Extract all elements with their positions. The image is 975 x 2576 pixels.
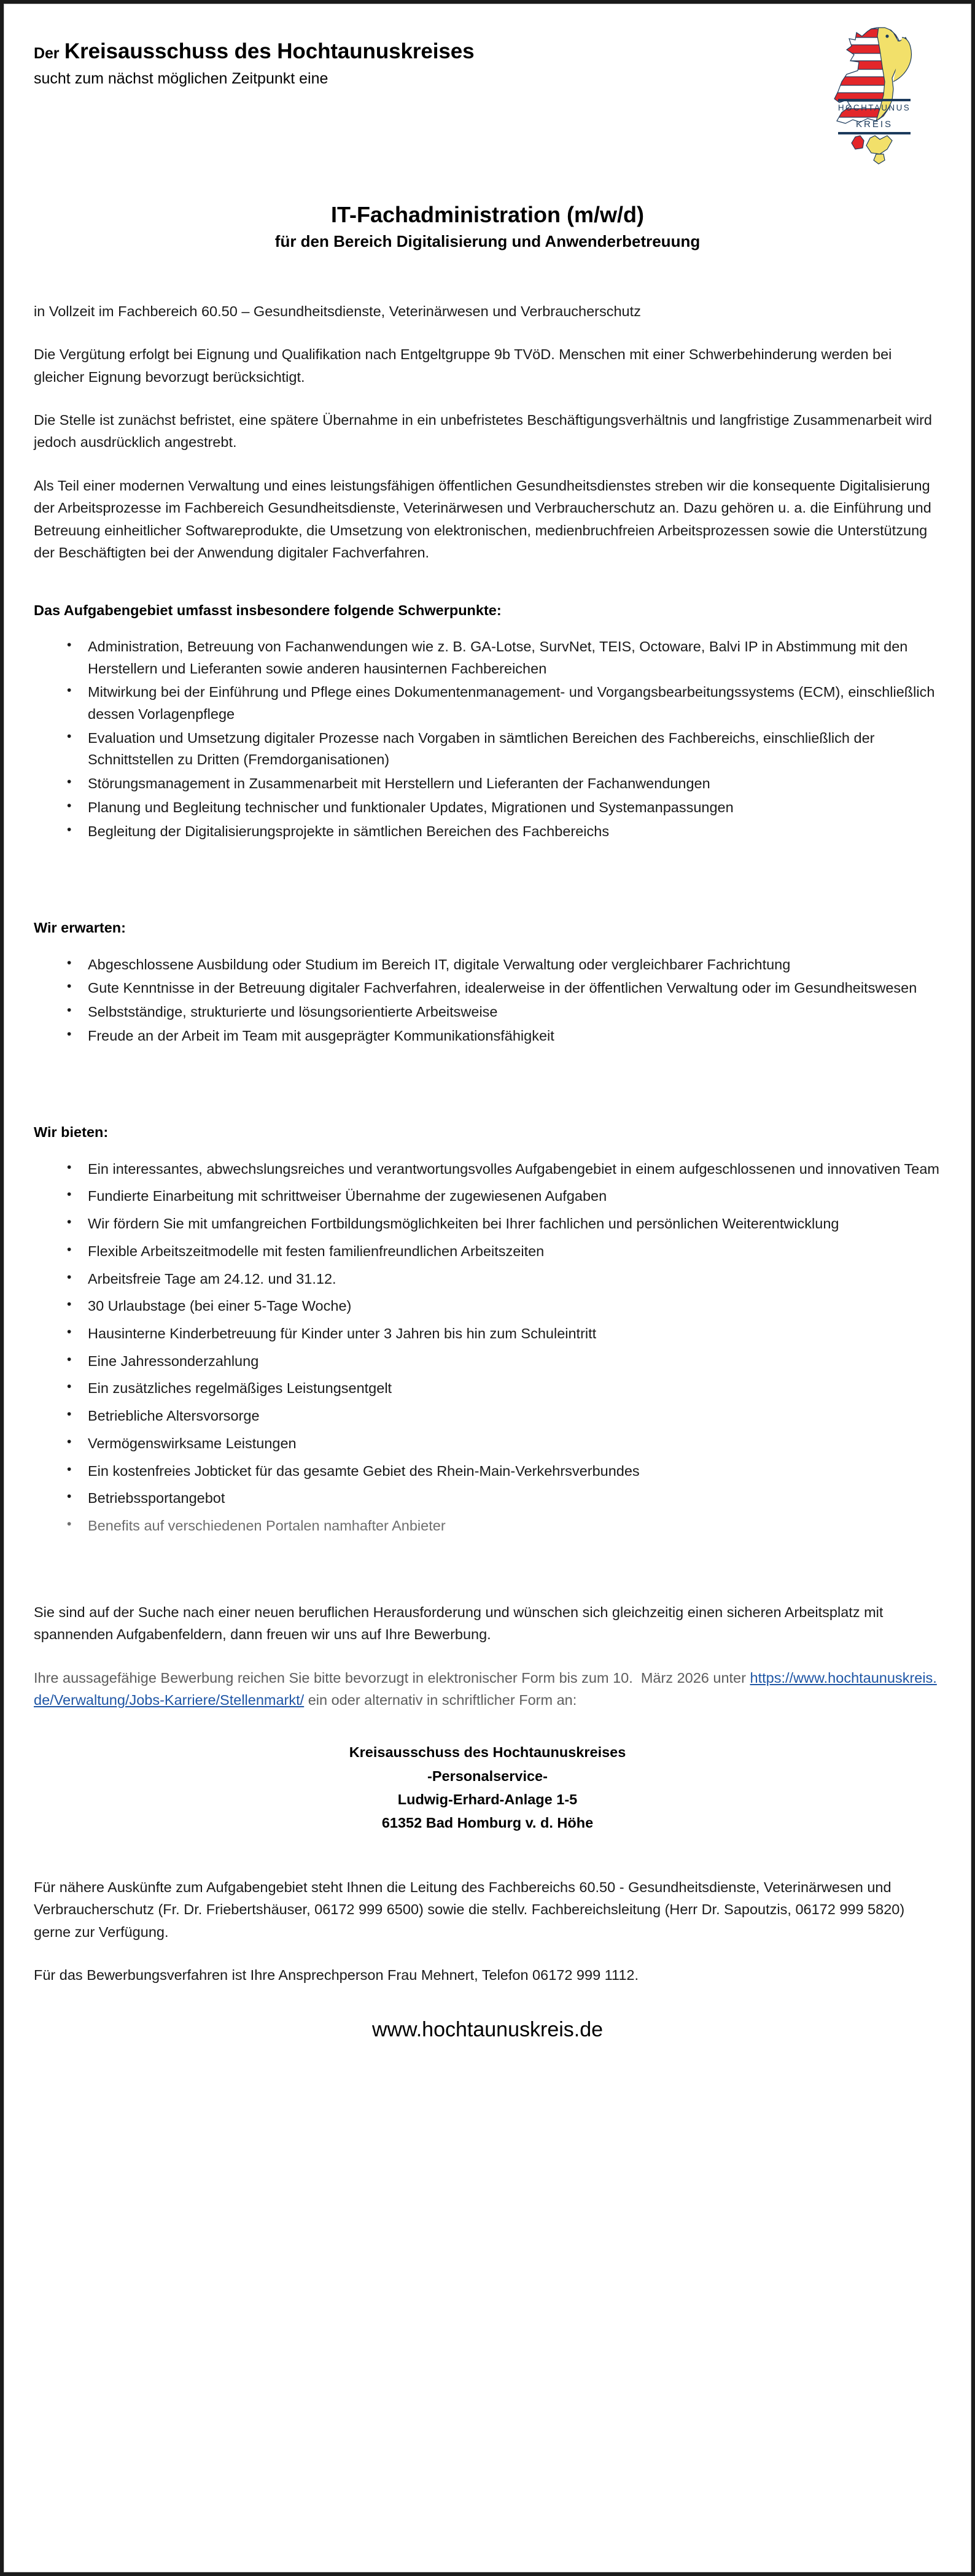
list-item: • Hausinterne Kinderbetreuung für Kinder unter 3 Jahren bis hin zum Schuleintritt [87,1323,941,1345]
list-item: • Administration, Betreuung von Fachanwendungen wie z. B. GA-Lotse, SurvNet, TEIS, Octoware, Balvi IP in Abstimmung mit den Herstellern und Lieferanten sowie anderen hausinternen Fachbereichen [87,636,941,680]
list-item: • Gute Kenntnisse in der Betreuung digitaler Fachverfahren, idealerweise in der öffentlichen Verwaltung oder im Gesundheitswesen [87,977,941,999]
list-item: • Selbstständige, strukturierte und lösungsorientierte Arbeitsweise [87,1001,941,1023]
closing-paragraph: Sie sind auf der Suche nach einer neuen beruflichen Herausforderung und wünschen sich gleichzeitig einen sicheren Arbeitsplatz mit spannenden Aufgabenfeldern, dann freuen wir uns auf Ihre Bewerbung. [34,1604,884,1643]
intro-paragraph-3: Die Stelle ist zunächst befristet, eine spätere Übernahme in ein unbefristetes Beschäftigungsverhältnis und langfristige Zusammenarbeit wird jedoch ausdrücklich angestrebt. [34,412,932,451]
list-item: • Vermögenswirksame Leistungen [87,1433,941,1455]
intro-paragraph-1: in Vollzeit im Fachbereich 60.50 – Gesundheitsdienste, Veterinärwesen und Verbraucherschutz [34,303,641,319]
list-item: • Mitwirkung bei der Einführung und Pflege eines Dokumentenmanagement- und Vorgangsbearbeitungssystems (ECM), einschließlich dessen Vorlagenpflege [87,681,941,725]
footer-website-url: www.hochtaunuskreis.de [371,2018,604,2042]
list-item: • Störungsmanagement in Zusammenarbeit mit Herstellern und Lieferanten der Fachanwendungen [87,773,941,795]
application-paragraph [34,1667,941,1712]
list-item: • Ein interessantes, abwechslungsreiches und verantwortungsvolles Aufgabengebiet in einem aufgeschlossenen und innovativen Team [87,1158,941,1181]
expectations-heading: Wir erwarten: [34,920,126,936]
list-item: • Planung und Begleitung technischer und funktionaler Updates, Migrationen und Systemanpassungen [87,797,941,819]
list-item: • Ein zusätzliches regelmäßiges Leistungsentgelt [87,1378,941,1400]
logo-text-hochtaunus: HOCHTAUNUS [837,103,911,112]
list-item: • Arbeitsfreie Tage am 24.12. und 31.12. [87,1268,941,1290]
address-line-4: 61352 Bad Homburg v. d. Höhe [381,1814,594,1831]
job-body [34,300,941,2043]
list-item: • Ein kostenfreies Jobticket für das gesamte Gebiet des Rhein-Main-Verkehrsverbundes [87,1461,941,1483]
contact-paragraph-1: Für nähere Auskünfte zum Aufgabengebiet steht Ihnen die Leitung des Fachbereichs 60.50 - Gesundheitsdienste, Veterinärwesen und Verbraucherschutz (Fr. Dr. Friebertshäuser, 06172 999 6500) sowie die stellv. Fachbereichsleitung (Herr Dr. Sapoutzis, 06172 999 5820) gerne zur Verfügung. [34,1879,905,1940]
intro-paragraph-4: Als Teil einer modernen Verwaltung und eines leistungsfähigen öffentlichen Gesundheitsdienstes streben wir die konsequente Digitalisierung der Arbeitsprozesse im Fachbereich Gesundheitsdienste, Veterinärwesen und Verbraucherschutz an. Dazu gehören u. a. die Einführung und Betreuung einheitlicher Softwareprodukte, die Umsetzung von elektronischen, medienbruchfreien Arbeitsprozessen sowie die Unterstützung der Beschäftigten bei der Anwendung digitaler Fachverfahren. [34,477,931,561]
list-item: • Wir fördern Sie mit umfangreichen Fortbildungsmöglichkeiten bei Ihrer fachlichen und persönlichen Weiterentwicklung [87,1213,941,1235]
list-item: • Eine Jahressonderzahlung [87,1351,941,1373]
contact-paragraph-2: Für das Bewerbungsverfahren ist Ihre Ansprechperson Frau Mehnert, Telefon 06172 999 1112. [34,1966,639,1983]
organisation-prefix: Der [34,45,60,62]
stellenmarkt-link[interactable]: https://www.hochtaunuskreis.de/Verwaltung/Jobs-Karriere/Stellenmarkt/ [34,1669,937,1709]
tasks-heading: Das Aufgabengebiet umfasst insbesondere folgende Schwerpunkte: [34,602,502,618]
address-line-3: Ludwig-Erhard-Anlage 1-5 [397,1791,578,1807]
list-item: • Benefits auf verschiedenen Portalen namhafter Anbieter [87,1515,941,1537]
job-posting-page [4,4,971,2572]
list-item: • Flexible Arbeitszeitmodelle mit festen familienfreundlichen Arbeitszeiten [87,1241,941,1263]
list-item: • Abgeschlossene Ausbildung oder Studium im Bereich IT, digitale Verwaltung oder vergleichbarer Fachrichtung [87,954,941,976]
address-line-1: Kreisausschuss des Hochtaunuskreises [349,1744,626,1761]
postal-address [34,1740,941,1834]
page-title: IT-Fachadministration (m/w/d) [330,202,645,227]
tasks-list [34,636,941,842]
list-item: • Betriebliche Altersvorsorge [87,1405,941,1427]
hochtaunuskreis-logo [828,23,920,173]
list-item: • 30 Urlaubstage (bei einer 5-Tage Woche) [87,1295,941,1317]
organisation-line [34,39,941,65]
offers-list [34,1158,941,1537]
job-title-block [34,201,941,252]
list-item: • Betriebssportangebot [87,1488,941,1510]
list-item: • Fundierte Einarbeitung mit schrittweiser Übernahme der zugewiesenen Aufgaben [87,1185,941,1208]
organisation-name: Kreisausschuss des Hochtaunuskreises [64,39,475,63]
header-subline: sucht zum nächst möglichen Zeitpunkt eine [34,69,328,87]
page-header [34,4,941,161]
application-text-after-link: ein oder alternativ in schriftlicher Form an: [304,1692,577,1709]
offers-heading: Wir bieten: [34,1124,109,1141]
list-item: • Begleitung der Digitalisierungsprojekte in sämtlichen Bereichen des Fachbereichs [87,821,941,843]
list-item: • Freude an der Arbeit im Team mit ausgeprägter Kommunikationsfähigkeit [87,1025,941,1047]
expectations-list [34,954,941,1047]
heraldic-lion-icon [828,23,920,173]
intro-paragraph-2: Die Vergütung erfolgt bei Eignung und Qualifikation nach Entgeltgruppe 9b TVöD. Menschen mit einer Schwerbehinderung werden bei gleicher Eignung bevorzugt berücksichtigt. [34,346,892,385]
job-subtitle: für den Bereich Digitalisierung und Anwenderbetreuung [274,232,701,250]
address-line-2: -Personalservice- [427,1767,548,1784]
logo-text-kreis: KREIS [855,119,893,130]
list-item: • Evaluation und Umsetzung digitaler Prozesse nach Vorgaben in sämtlichen Bereichen des Fachbereichs, einschließlich der Schnittstellen zu Dritten (Fremdorganisationen) [87,727,941,771]
application-text-before-link: Ihre aussagefähige Bewerbung reichen Sie bitte bevorzugt in elektronischer Form bis zum 10. März 2026 unter [34,1669,750,1686]
